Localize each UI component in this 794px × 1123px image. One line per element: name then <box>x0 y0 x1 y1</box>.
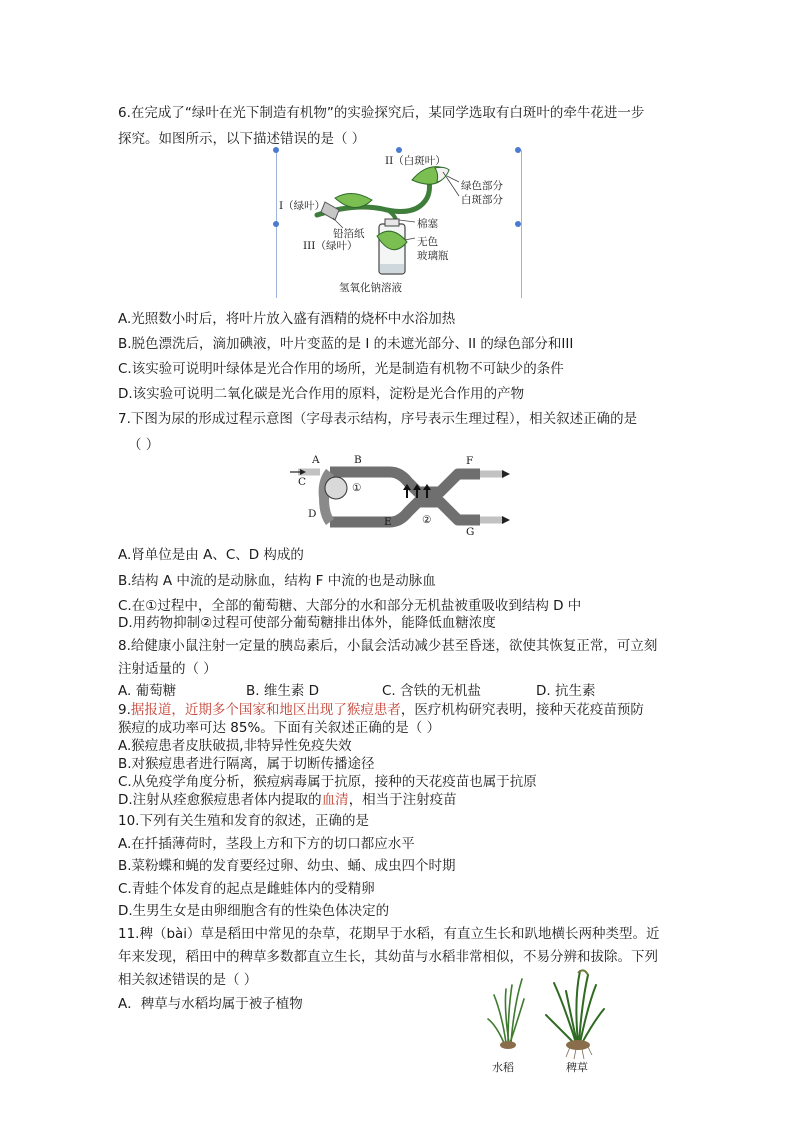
label-leaf-II: II（白斑叶） <box>385 155 446 167</box>
q9-option-b: B.对猴痘患者进行隔离，属于切断传播途径 <box>118 756 375 772</box>
label-white-part: 白斑部分 <box>461 194 503 206</box>
label-green-part: 绿色部分 <box>461 180 503 192</box>
q11-option-a: A．稗草与水稻均属于被子植物 <box>118 996 303 1012</box>
label-D: D <box>308 508 317 520</box>
q10-option-c: C.青蛙个体发育的起点是雌蛙体内的受精卵 <box>118 881 375 897</box>
plant-diagram <box>277 150 521 298</box>
q9-stem-line1 <box>118 701 644 719</box>
q6-stem-line2: 探究。如图所示，以下描述错误的是（ ） <box>118 131 366 147</box>
label-process-1: ① <box>352 482 362 494</box>
q6-option-b: B.脱色漂洗后，滴加碘液，叶片变蓝的是 I 的未遮光部分、II 的绿色部分和III <box>118 336 574 352</box>
q7-option-d: D.用药物抑制②过程可使部分葡萄糖排出体外，能降低血糖浓度 <box>118 615 496 631</box>
q7-option-a: A.肾单位是由 A、C、D 构成的 <box>118 547 304 563</box>
q9-option-d-highlight: 血清 <box>321 792 349 808</box>
label-A: A <box>312 454 320 466</box>
q8-stem-line1: 8.给健康小鼠注射一定量的胰岛素后，小鼠会活动减少甚至昏迷，欲使其恢复正常，可立刻 <box>118 638 658 654</box>
label-cotton: 棉塞 <box>417 218 438 230</box>
label-foil: 铅箔纸 <box>333 228 365 240</box>
q8-option-a: A. 葡萄糖 <box>118 683 177 699</box>
q9-stem-rest: ，医疗机构研究表明，接种天花疫苗预防 <box>400 702 644 718</box>
q11-stem-line3: 相关叙述错误的是（ ） <box>118 972 258 988</box>
q8-option-c: C. 含铁的无机盐 <box>382 683 482 699</box>
q8-option-b: B. 维生素 D <box>246 683 320 699</box>
label-C: C <box>298 476 307 488</box>
q10-option-a: A.在扦插薄荷时，茎段上方和下方的切口都应水平 <box>118 836 415 852</box>
label-naoh: 氢氧化钠溶液 <box>339 282 402 294</box>
q6-stem-line1: 6.在完成了“绿叶在光下制造有机物”的实验探究后，某同学选取有白斑叶的牵牛花进一步 <box>118 105 645 121</box>
q9-option-c: C.从免疫学角度分析，猴痘病毒属于抗原，接种的天花疫苗也属于抗原 <box>118 774 537 790</box>
q6-option-a: A.光照数小时后，将叶片放入盛有酒精的烧杯中水浴加热 <box>118 311 456 327</box>
kidney-diagram <box>290 452 512 538</box>
label-G: G <box>466 526 475 538</box>
label-E: E <box>384 516 392 528</box>
q9-option-d-tail: ，相当于注射疫苗 <box>348 792 457 808</box>
q6-option-d: D.该实验可说明二氧化碳是光合作用的原料，淀粉是光合作用的产物 <box>118 386 525 402</box>
q9-stem-highlight: 据报道，近期多个国家和地区出现了猴痘患者 <box>130 702 401 718</box>
q10-stem: 10.下列有关生殖和发育的叙述，正确的是 <box>118 813 369 829</box>
q9-option-a: A.猴痘患者皮肤破损,非特异性免疫失效 <box>118 738 352 754</box>
label-bottle-1: 无色 <box>417 236 438 248</box>
q9-option-d <box>118 791 457 809</box>
label-bottle-2: 玻璃瓶 <box>417 250 449 262</box>
q9-stem-line2: 猴痘的成功率可达 85%。下面有关叙述正确的是（ ） <box>118 720 441 736</box>
q9-option-d-text: D.注射从痊愈猴痘患者体内提取的 <box>118 792 322 808</box>
q6-option-c: C.该实验可说明叶绿体是光合作用的场所，光是制造有机物不可缺少的条件 <box>118 361 564 377</box>
label-process-2: ② <box>422 514 432 526</box>
q11-stem-line1: 11.稗（bài）草是稻田中常见的杂草，花期早于水稻，有直立生长和趴地横长两种类型。近 <box>118 926 660 942</box>
label-B: B <box>354 454 362 466</box>
label-barnyard-grass: 稗草 <box>566 1061 588 1074</box>
q10-option-d: D.生男生女是由卵细胞含有的性染色体决定的 <box>118 903 390 919</box>
q7-stem-line1: 7.下图为尿的形成过程示意图（字母表示结构，序号表示生理过程），相关叙述正确的是 <box>118 411 638 427</box>
q11-figure <box>484 965 614 1077</box>
q11-stem-line2: 年来发现，稻田中的稗草多数都直立生长，其幼苗与水稻非常相似，不易分辨和拔除。下列 <box>118 949 658 965</box>
q9-number: 9. <box>118 702 131 718</box>
label-F: F <box>466 455 474 467</box>
q10-option-b: B.菜粉蝶和蝇的发育要经过卵、幼虫、蛹、成虫四个时期 <box>118 858 456 874</box>
q7-option-b: B.结构 A 中流的是动脉血，结构 F 中流的也是动脉血 <box>118 573 436 589</box>
label-rice: 水稻 <box>492 1061 514 1074</box>
q7-stem-line2: （ ） <box>128 437 160 453</box>
q7-figure <box>290 452 512 538</box>
q7-option-c: C.在①过程中，全部的葡萄糖、大部分的水和部分无机盐被重吸收到结构 D 中 <box>118 598 582 614</box>
label-leaf-I: I（绿叶） <box>279 200 326 212</box>
q8-option-d: D. 抗生素 <box>536 683 596 699</box>
q8-stem-line2: 注射适量的（ ） <box>118 661 217 677</box>
label-leaf-III: III（绿叶） <box>303 240 358 252</box>
q6-figure[interactable] <box>276 150 522 298</box>
